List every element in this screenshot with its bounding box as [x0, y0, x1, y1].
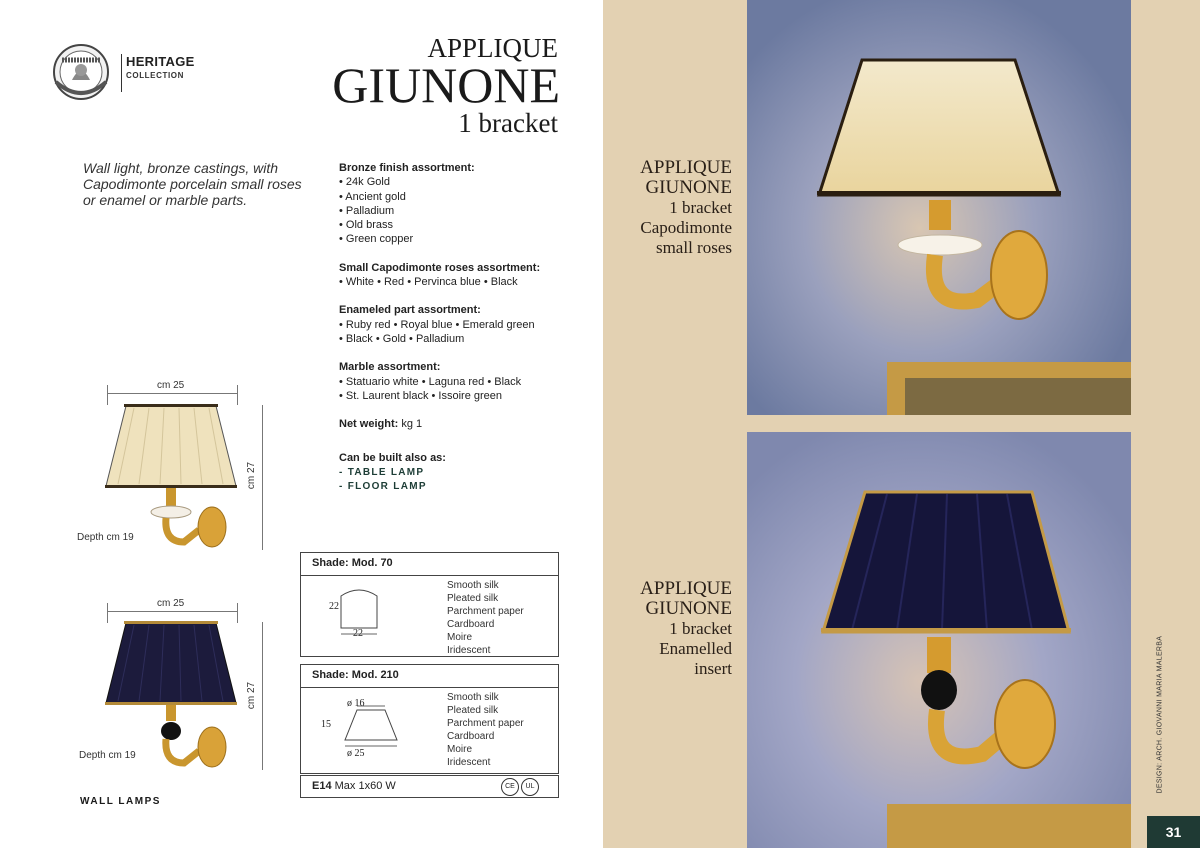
- drawing1-height: cm 27: [246, 461, 258, 490]
- caption-2: APPLIQUE GIUNONE 1 bracket Enamelled insert: [640, 578, 732, 678]
- drawing2-lamp: [104, 619, 244, 771]
- bronze-item: • Palladium: [339, 204, 395, 217]
- enamel-line: • Ruby red • Royal blue • Emerald green: [339, 318, 535, 331]
- section-label: WALL LAMPS: [80, 796, 161, 807]
- shade-mod70-diagram: [321, 582, 421, 652]
- photo-dark-lamp: [747, 432, 1131, 848]
- shade-mod210-bottom: ø 25: [347, 748, 365, 759]
- spec-list: [339, 161, 599, 494]
- drawing1-depth: Depth cm 19: [77, 532, 134, 543]
- bulb-spec: [300, 775, 559, 798]
- bronze-heading: Bronze finish assortment:: [339, 162, 475, 174]
- shade-mod70-materials: Smooth silk Pleated silk Parchment paper Cardboard Moire Iridescent: [447, 580, 524, 656]
- brand-name: HERITAGE: [126, 54, 195, 69]
- design-credit: DESIGN: ARCH. GIOVANNI MARIA MALERBA: [1156, 635, 1164, 794]
- built-option: - TABLE LAMP: [339, 466, 425, 478]
- drawing1-width-line: [107, 393, 237, 394]
- drawing2-width: cm 25: [157, 598, 185, 609]
- bronze-item: • 24k Gold: [339, 176, 390, 189]
- brand-logo: [48, 42, 114, 102]
- bronze-item: • Ancient gold: [339, 190, 406, 203]
- ce-mark: CE: [501, 778, 519, 796]
- drawing2-height-line: [262, 622, 263, 770]
- roses-line: • White • Red • Pervinca blue • Black: [339, 276, 518, 289]
- marble-line: • St. Laurent black • Issoire green: [339, 389, 503, 402]
- caption-1: APPLIQUE GIUNONE 1 bracket Capodimonte small roses: [640, 157, 732, 257]
- product-description: Wall light, bronze castings, with Capodimonte porcelain small roses or enamel or marble parts.: [83, 160, 302, 208]
- shade-mod210-materials: Smooth silk Pleated silk Parchment paper Cardboard Moire Iridescent: [447, 692, 524, 768]
- shade-mod70-width: 22: [353, 628, 363, 639]
- enamel-heading: Enameled part assortment:: [339, 304, 481, 317]
- built-option: - FLOOR LAMP: [339, 481, 427, 493]
- photo-cream-lamp: [747, 0, 1131, 415]
- bronze-item: • Old brass: [339, 219, 393, 232]
- drawing1-width: cm 25: [157, 380, 185, 391]
- ul-mark: UL: [521, 778, 539, 796]
- page-number: 31: [1147, 816, 1200, 848]
- drawing2-height: cm 27: [246, 681, 258, 710]
- brand-subtitle: COLLECTION: [126, 71, 184, 80]
- bronze-item: • Green copper: [339, 233, 414, 246]
- marble-heading: Marble assortment:: [339, 361, 441, 374]
- shade-mod70-title: Shade: Mod. 70: [301, 553, 558, 576]
- title-line-3: 1 bracket: [458, 108, 558, 138]
- brand-divider: [121, 54, 122, 92]
- drawing2-width-line: [107, 611, 237, 612]
- shade-mod210-title: Shade: Mod. 210: [301, 665, 558, 688]
- shade-mod70-box: [300, 552, 559, 657]
- net-weight: Net weight: kg 1: [339, 418, 423, 431]
- bulb-power: Max 1x60 W: [331, 780, 396, 792]
- drawing1-height-line: [262, 405, 263, 550]
- roses-heading: Small Capodimonte roses assortment:: [339, 261, 541, 274]
- built-heading: Can be built also as:: [339, 452, 446, 465]
- marble-line: • Statuario white • Laguna red • Black: [339, 375, 522, 388]
- title-line-1: APPLIQUE: [427, 33, 558, 63]
- shade-mod210-diagram: [321, 694, 421, 768]
- drawing2-depth: Depth cm 19: [79, 750, 136, 761]
- shade-mod210-height: 15: [321, 719, 331, 730]
- shade-mod70-height: 22: [329, 601, 339, 612]
- shade-mod210-top: ø 16: [347, 698, 365, 709]
- drawing1-lamp: [104, 402, 244, 552]
- title-product-name: GIUNONE: [332, 57, 560, 113]
- shade-mod210-box: [300, 664, 559, 774]
- bulb-socket: E14: [312, 780, 332, 792]
- enamel-line: • Black • Gold • Palladium: [339, 332, 465, 345]
